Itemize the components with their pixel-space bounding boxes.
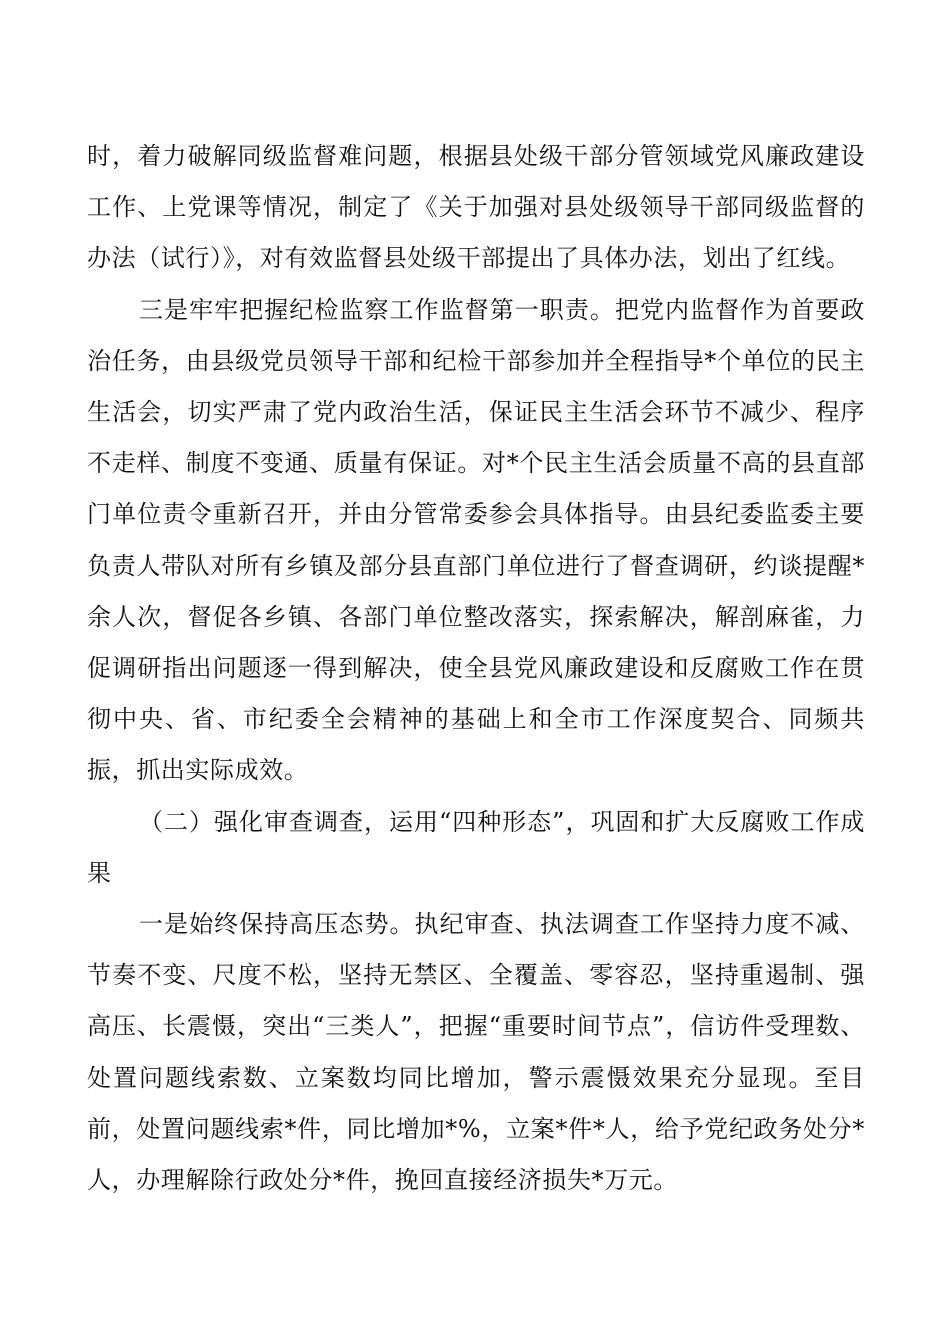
paragraph-supervision-duty: 三是牢牢把握纪检监察工作监督第一职责。把党内监督作为首要政治任务，由县级党员领导干部和纪检干部参加并全程指导*个单位的民主生活会，切实严肃了党内政治生活，保证民主生活会环节不减少、程序不走样、制度不变通、质量有保证。对*个民主生活会质量不高的县直部门单位责令重新召开，并由分管常委参会具体指导。由县纪委监委主要负责人带队对所有乡镇及部分县直部门单位进行了督查调研，约谈提醒*余人次，督促各乡镇、各部门单位整改落实，探索解决，解剖麻雀，力促调研指出问题逐一得到解决，使全县党风廉政建设和反腐败工作在贯彻中央、省、市纪委全会精神的基础上和全市工作深度契合、同频共振，抓出实际成效。 [87, 295, 865, 785]
document-body [87, 131, 865, 1206]
paragraph-continuation: 时，着力破解同级监督难问题，根据县处级干部分管领域党风廉政建设工作、上党课等情况，制定了《关于加强对县处级领导干部同级监督的办法（试行）》，对有效监督县处级干部提出了具体办法，划出了红线。 [87, 142, 865, 273]
paragraph-high-pressure: 一是始终保持高压态势。执纪审查、执法调查工作坚持力度不减、节奏不变、尺度不松，坚持无禁区、全覆盖、零容忍，坚持重遏制、强高压、长震慑，突出“三类人”，把握“重要时间节点”，信访件受理数、处置问题线索数、立案数均同比增加，警示震慑效果充分显现。至目前，处置问题线索*件，同比增加*%，立案*件*人，给予党纪政务处分*人，办理解除行政处分*件，挽回直接经济损失*万元。 [87, 910, 865, 1195]
section-heading-review-investigation: （二）强化审查调查，运用“四种形态”，巩固和扩大反腐败工作成果 [87, 807, 865, 887]
